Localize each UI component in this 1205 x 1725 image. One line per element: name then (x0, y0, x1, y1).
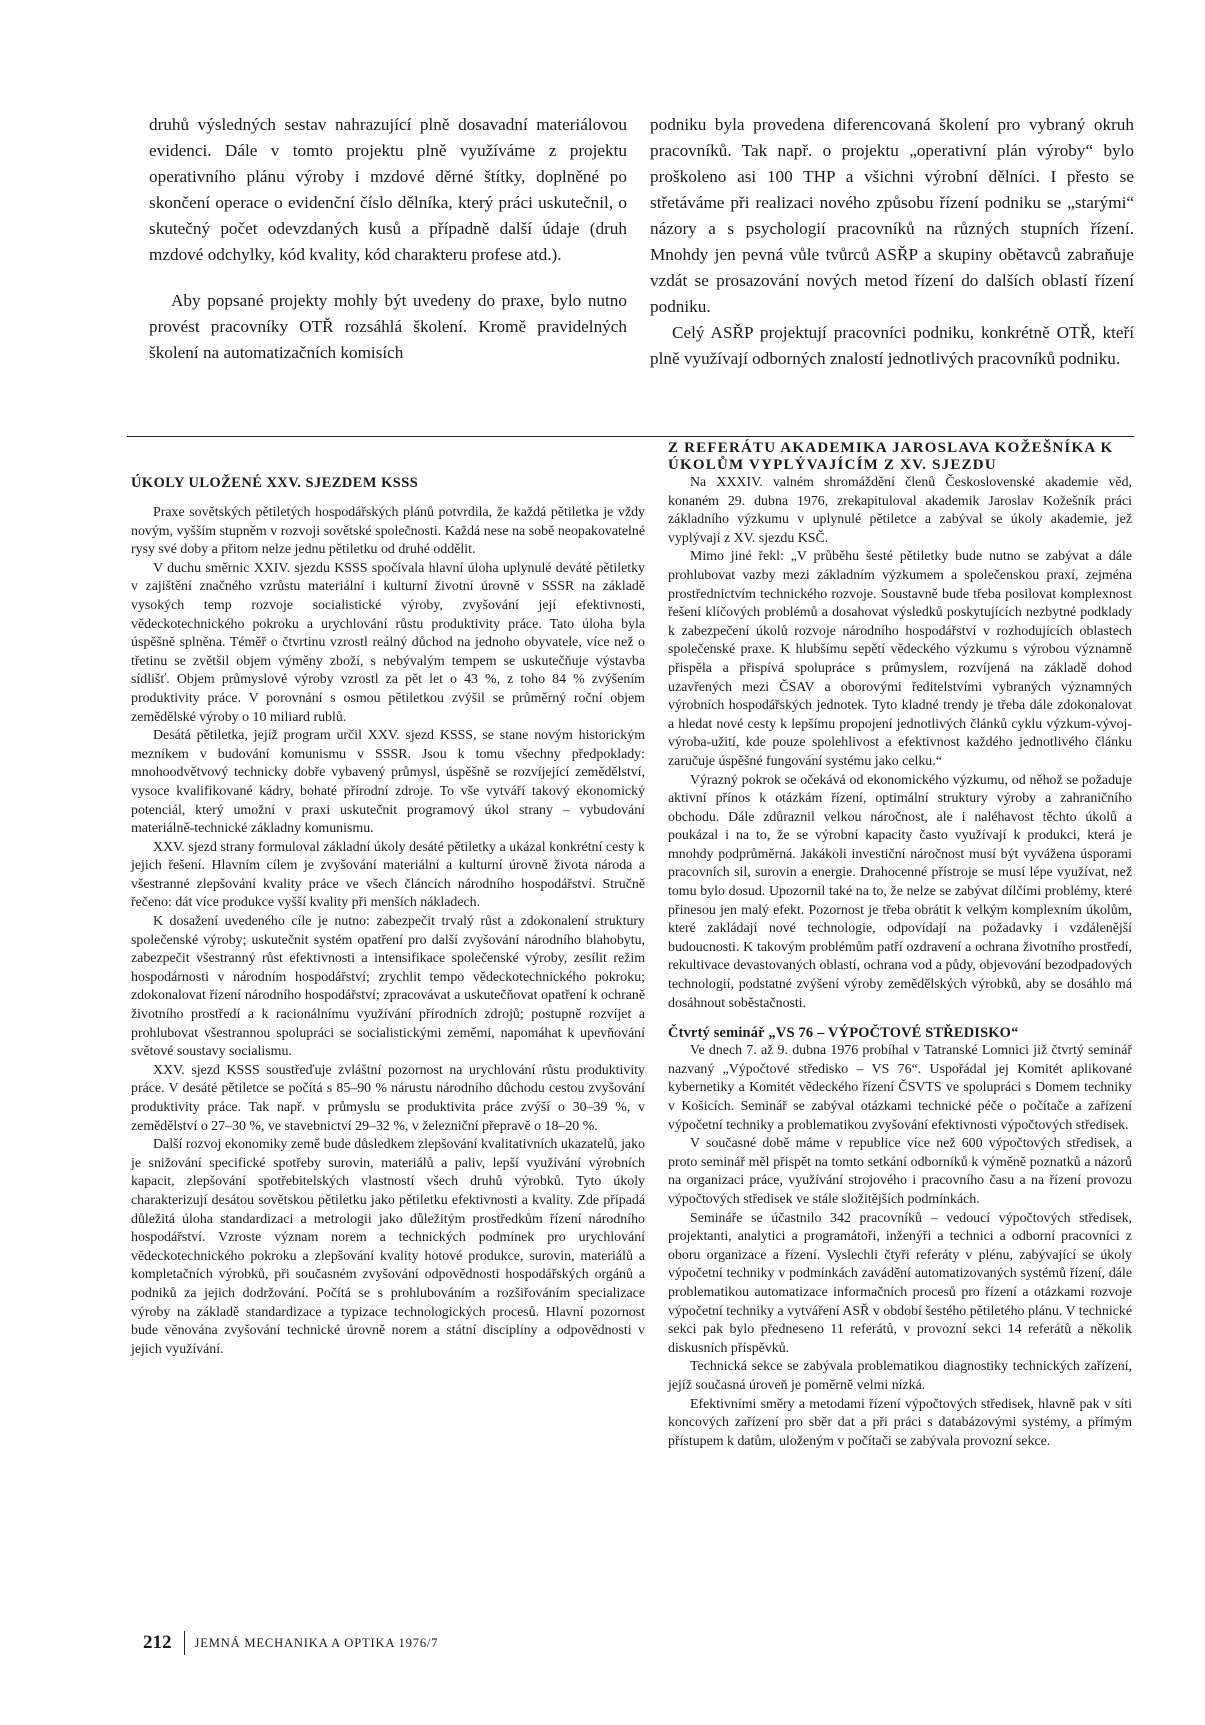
journal-title: JEMNÁ MECHANIKA A OPTIKA 1976/7 (194, 1635, 439, 1650)
article-paragraph: V duchu směrnic XXIV. sjezdu KSSS spočívala hlavní úloha uplynulé deváté pětiletky v zajištění značného vzrůstu materiální i kulturní životní úrovně v SSSR na základě vysokých temp rozvoje socialistické výroby, zvyšování její efektivnosti, vědeckotechnického pokroku a urychlování růstu produktivity práce. Tato úloha byla úspěšně splněna. Téměř o čtvrtinu vzrostl reálný důchod na jednoho obyvatele, více než o třetinu se zvětšil objem výměny zboží, s nebývalým tempem se uskutečňuje výstavba sídlišť. Objem průmyslové výroby vzrostl za pět let o 43 %, z toho 84 % zvýšením produktivity práce. V porovnání s osmou pětiletkou zvýšil se průměrný roční objem zemědělské výroby o 10 miliard rublů. (131, 560, 645, 725)
top-left-column (149, 112, 627, 366)
article-paragraph: Další rozvoj ekonomiky země bude důsledkem zlepšování kvalitativních ukazatelů, jako je snižování specifické spotřeby surovin, materiálů a paliv, lepší využívání výrobních kapacit, zlepšování spotřebitelských vlastností všech druhů výrobků. Tyto úkoly charakterizují desátou sovětskou pětiletku jako pětiletku efektivnosti a kvality. Zde případá důležitá úloha standardizaci a metrologii jako důležitým prostředkům řízení národního hospodářství. Vzroste význam norem a technických podmínek pro urychlování vědeckotechnického pokroku a zlepšování kvality hotové produkce, surovin, materiálů a kompletačních výrobků, při současném zvyšování odpovědnosti hospodářských orgánů a podniků za jejich dodržování. Počítá se s prohlubováním a rozšiřováním specializace výroby na základě standardizace a typizace technologických procesů. Hlavní pozornost bude věnována zvyšování technické úrovně norem a státní disciplíny a odpovědnosti v jejich využívání. (131, 1137, 645, 1357)
page-number: 212 (143, 1632, 172, 1653)
top-left-paragraph: druhů výsledných sestav nahrazující plně dosavadní materiálovou evidenci. Dále v tomto projektu plně využíváme z projektu operativního plánu výroby i mzdové děrné štítky, doplněné po skončení operace o evidenční číslo dělníka, který práci uskutečnil, o skutečný počet odevzdaných kusů a případně další údaje (druh mzdové odchylky, kód kvality, kód charakteru profese atd.). (149, 115, 627, 264)
article-paragraph: Desátá pětiletka, jejíž program určil XXV. sjezd KSSS, se stane novým historickým mezníkem v budování komunismu v SSSR. Jsou k tomu všechny předpoklady: mnohoodvětvový technicky dobře vybavený průmysl, úspěšně se rozvíjející zemědělství, vysoce kvalifikované kádry, bohaté přírodní zdroje. To vše vytváří takový ekonomický potenciál, který umožní v praxi uskutečnit programový úkol strany – vybudování materiálně-technické základny komunismu. (131, 728, 645, 837)
top-left-paragraph: Aby popsané projekty mohly být uvedeny do praxe, bylo nutno provést pracovníky OTŘ rozsáhlá školení. Kromě pravidelných školení na automatizačních komisích (149, 291, 627, 362)
seminar-paragraph: V současné době máme v republice více než 600 výpočtových středisek, a proto seminář měl přispět na tomto setkání odborníků k výměně poznatků a názorů na organizaci práce, využívání strojového i pracovního času a na řízení provozu výpočtových středisek ve stále složitějších podmínkách. (668, 1136, 1132, 1207)
seminar-paragraph: Ve dnech 7. až 9. dubna 1976 probíhal v Tatranské Lomnici již čtvrtý seminář nazvaný „Výpočtové středisko – VS 76“. Uspořádal jej Komitét aplikované kybernetiky a Komitét vědeckého řízení ČSVTS ve spolupráci s Domem techniky v Košicích. Seminář se zabýval otázkami technické péče o počítače a zařízení výpočetní techniky a problematikou zvyšování efektivnosti výpočtových středisek. (668, 1043, 1132, 1133)
article-paragraph: XXV. sjezd strany formuloval základní úkoly desáté pětiletky a ukázal konkrétní cesty k jejich řešení. Hlavním cílem je zvyšování materiální a kulturní úrovně života národa a všestranné zlepšování kvality práce ve všech článcích národního hospodářství. Stručně řečeno: dát více produkce vyšší kvality při menších nákladech. (131, 839, 645, 911)
article-paragraph: Výrazný pokrok se očekává od ekonomického výzkumu, od něhož se požaduje aktivní přínos k otázkám řízení, optimální struktury výroby a zahraničního obchodu. Dále zdůraznil velkou náročnost, ale i naléhavost těchto úkolů a poukázal i na to, že se výrobní kapacity často využívají k produkci, která je mnohdy podprůměrná. Jakákoli investiční náročnost musí být vyvážena úsporami pracovních sil, surovin a energie. Drahocenné přístroje se musí lépe využívat, než tomu bylo dosud. Upozornil také na to, že nelze se zabývat dílčími problémy, které přinesou jen malý efekt. Pozornost je třeba obrátit k velkým komplexním úkolům, které zakládají nové technologie, odpovídají na požadavky i vzdálenější budoucnosti. K takovým problémům patří ozdravení a ochrana životního prostředí, rekultivace devastovaných oblastí, ochrana vod a půdy, objevování bezodpadových technologií, podstatné zvýšení výroby zemědělských výrobků, aby se dosáhlo má dosáhnout soběstačnosti. (668, 772, 1132, 1011)
article-paragraph: Mimo jiné řekl: „V průběhu šesté pětiletky bude nutno se zabývat a dále prohlubovat vazby mezi základním výzkumem a společenskou praxí, zejména prostřednictvím technického rozvoje. Soustavně bude třeba posilovat komplexnost řešení klíčových problémů a dosahovat výsledků poskytujících nezbytné podklady k zabezpečení úkolů rozvoje národního hospodářství v rozhodujících oblastech společenské praxe. K hlubšímu sepětí vědeckého výzkumu s výrobou významně přispěla a přispívá spolupráce s průmyslem, rozvíjená na základě dohod uzavřených mezi ČSAV a oborovými ředitelstvími vybraných významných výrobních hospodářských jednotek. Tyto kladné trendy je třeba dále zdokonalovat a hledat nové cesty k lepšímu propojení jednotlivých článků cyklu výzkum-vývoj-výroba-užití, kde pouze spolehlivost a efektivnost každého jednotlivého článku zaručuje úspěšné fungování systému jako celku.“ (668, 549, 1132, 769)
footer-divider (184, 1631, 185, 1655)
right-article-column (668, 440, 1132, 1451)
section-separator (127, 436, 1134, 437)
seminar-paragraph: Semináře se účastnilo 342 pracovníků – vedoucí výpočtových středisek, projektanti, analytici a programátoři, inženýři a technici a odborní pracovníci z oboru organizace a řízení. Vyslechli čtyři referáty v plénu, zabývající se úkoly výpočetní techniky v podmínkách zavádění automatizovaných systémů řízení, dále problematikou automatizace informačních procesů pro řízení a otázkami rozvoje výpočetní techniky a vytváření ASŘ v období šestého pětiletého plánu. V technické sekci pak bylo předneseno 11 referátů, v provozní sekci 14 referátů a několik diskusních příspěvků. (668, 1210, 1132, 1356)
seminar-paragraph: Technická sekce se zabývala problematikou diagnostiky technických zařízení, jejíž současná úroveň je poměrně velmi nízká. (668, 1359, 1132, 1393)
left-article-column (131, 460, 645, 1359)
article-paragraph: K dosažení uvedeného cíle je nutno: zabezpečit trvalý růst a zdokonalení struktury společenské výroby; uskutečnit systém opatření pro další zvyšování národního blahobytu, zabezpečit všestranný růst efektivnosti a intensifikace společenské výroby, zesílit režim hospodárnosti v národním hospodářství; zrychlit tempo vědeckotechnického pokroku; zdokonalovat řízení národního hospodářství; zpracovávat a uskutečňovat opatření k ochraně životního prostředí a k racionálnímu využívání přírodních zdrojů; postupně rozvíjet a prohlubovat všestrannou spolupráci se socialistickými zeměmi, napomáhat k upevňování světové soustavy socialismu. (131, 914, 645, 1060)
article-heading: Z REFERÁTU AKADEMIKA JAROSLAVA KOŽEŠNÍKA K ÚKOLŮM VYPLÝVAJÍCÍM Z XV. SJEZDU (668, 440, 1114, 473)
top-right-column (650, 112, 1134, 372)
article-paragraph: Na XXXIV. valném shromáždění členů Československé akademie věd, konaném 29. dubna 1976, zrekapituloval akademik Jaroslav Kožešník práci základního výzkumu v uplynulé pětiletce a zabýval se úkoly akademie, jež vyplývají z XV. sjezdu KSČ. (668, 475, 1132, 546)
article-paragraph: Praxe sovětských pětiletých hospodářských plánů potvrdila, že každá pětiletka je vždy novým, vyšším stupněm v rozvoji sovětské společnosti. Každá nese na sobě neopakovatelné rysy své doby a přitom nelze jednu pětiletku od druhé oddělit. (131, 505, 645, 558)
seminar-paragraph: Efektivními směry a metodami řízení výpočtových středisek, hlavně pak v síti koncových zařízení pro sběr dat a při práci s databázovými systémy, a přímým přístupem k datům, uloženým v počítači se zabývala provozní sekce. (668, 1396, 1132, 1449)
page-footer (143, 1631, 438, 1655)
top-right-paragraph: podniku byla provedena diferencovaná školení pro vybraný okruh pracovníků. Tak např. o projektu „operativní plán výroby“ bylo proškoleno asi 100 THP a všichni výrobní dělníci. I přesto se střetáváme při realizaci nového způsobu řízení podniku se „starými“ názory a s psychologií pracovníků na různých stupních řízení. Mnohdy jen pevná vůle tvůrců ASŘP a skupiny obětavců zabraňuje vzdát se prosazování nových metod řízení do dalších oblastí řízení podniku. (650, 115, 1134, 316)
seminar-heading: Čtvrtý seminář „VS 76 – VÝPOČTOVÉ STŘEDISKO“ (668, 1025, 1019, 1042)
top-right-paragraph: Celý ASŘP projektují pracovníci podniku, konkrétně OTŘ, kteří plně využívají odborných znalostí jednotlivých pracovníků podniku. (650, 323, 1134, 368)
article-heading: ÚKOLY ULOŽENÉ XXV. SJEZDEM KSSS (131, 475, 419, 491)
article-paragraph: XXV. sjezd KSSS soustřeďuje zvláštní pozornost na urychlování růstu produktivity práce. V desáté pětiletce se počítá s 85–90 % nárustu národního důchodu cestou zvyšování produktivity práce. Tak např. v průmyslu se produktivita práce zvýší o 30–39 %, v zemědělství o 27–30 %, ve stavebnictví 29–32 %, v železniční přepravě o 18–20 %. (131, 1062, 645, 1134)
